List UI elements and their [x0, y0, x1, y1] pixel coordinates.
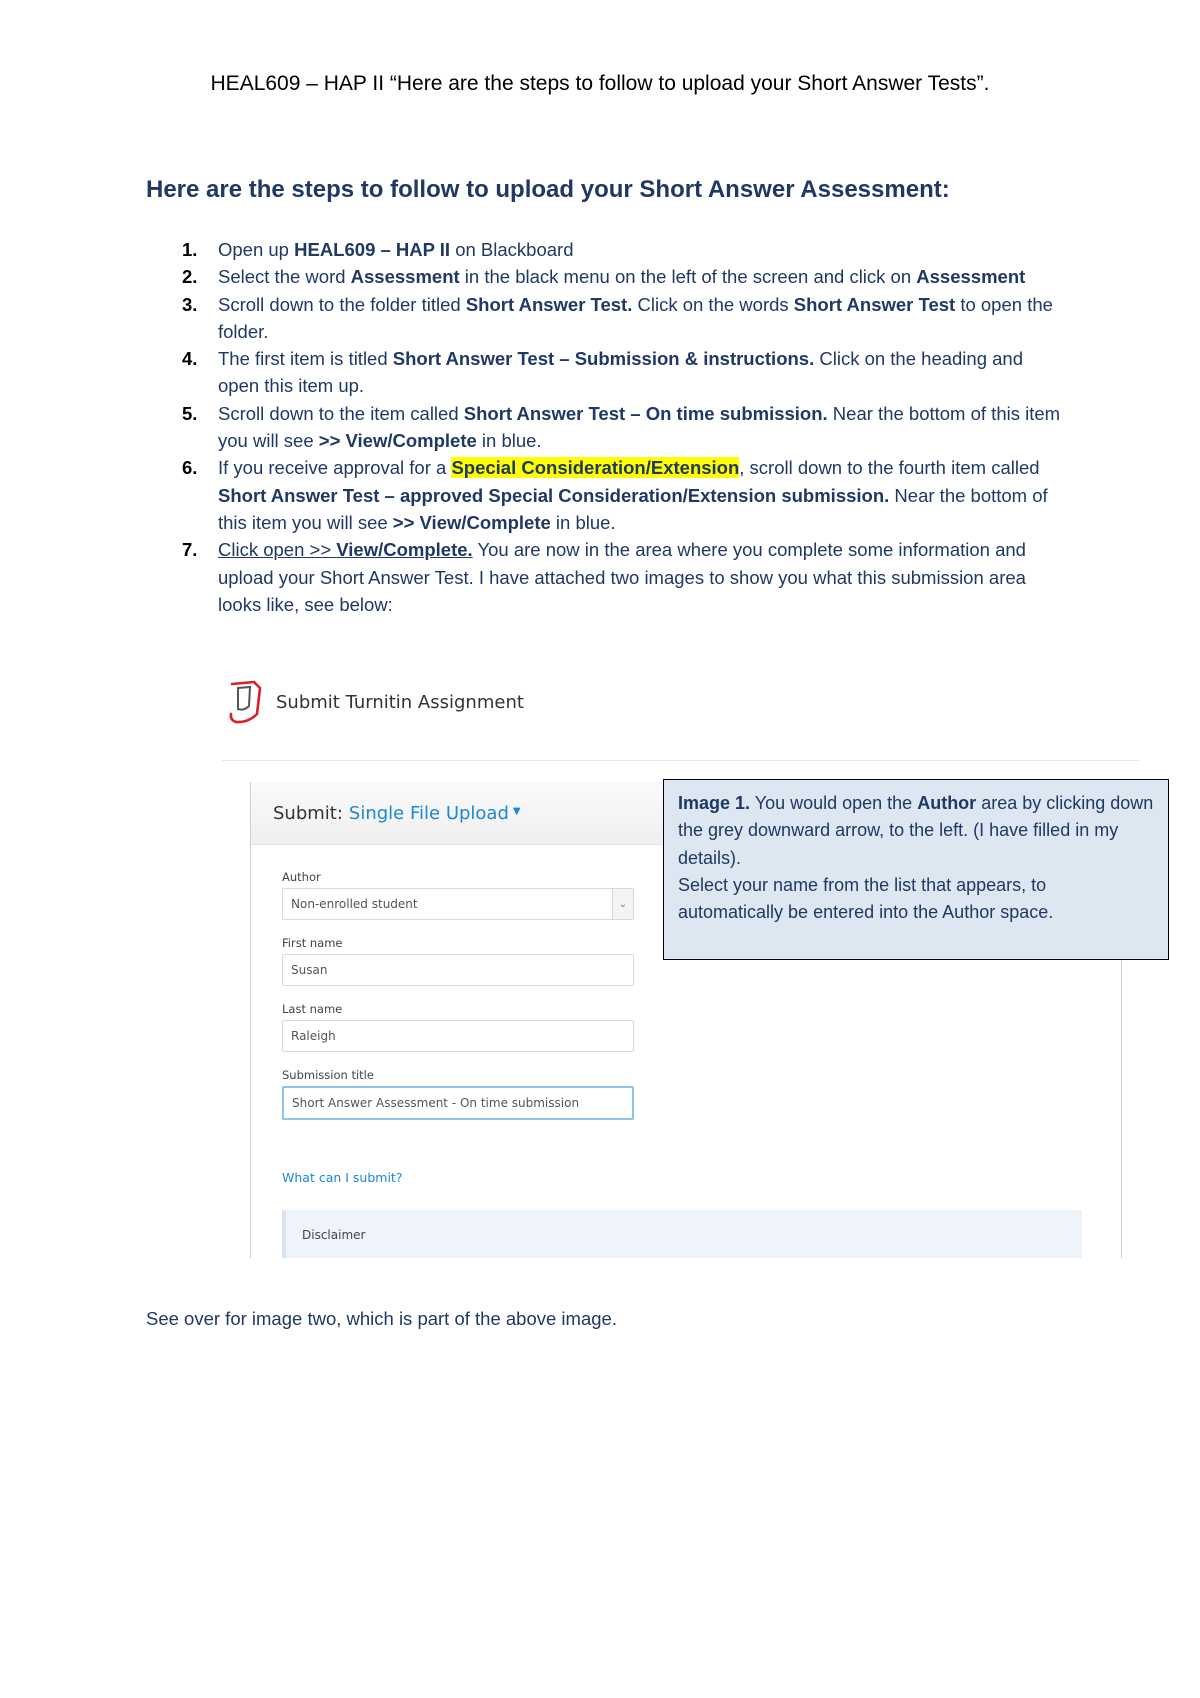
submit-label: Submit:	[273, 802, 343, 824]
list-item: 4. The first item is titled Short Answer Test – Submission & instructions. Click on the heading and open this item up.	[182, 348, 1024, 397]
disclaimer-label: Disclaimer	[302, 1228, 366, 1242]
document-header: HEAL609 – HAP II “Here are the steps to follow to upload your Short Answer Tests”.	[210, 72, 990, 95]
list-item: 7. Click open >> View/Complete. You are now in the area where you complete some information and upload your Short Answer Test. I have attached two images to show you what this submission area looks like, see below:	[182, 539, 1026, 615]
footer-note: See over for image two, which is part of the above image.	[146, 1308, 617, 1329]
caret-down-icon[interactable]: ▼	[512, 805, 521, 817]
list-item: 2. Select the word Assessment in the black menu on the left of the screen and click on Assessment	[182, 266, 1026, 288]
author-label: Author	[282, 870, 321, 884]
list-item: 1. Open up HEAL609 – HAP II on Blackboard	[182, 239, 574, 260]
list-item: 5. Scroll down to the item called Short Answer Test – On time submission. Near the bottom of this item you will see >> View/Complete in blue.	[182, 402, 1061, 452]
upload-type-dropdown[interactable]: Single File Upload	[348, 802, 509, 824]
last-name-field[interactable]: Raleigh	[282, 1020, 634, 1052]
submission-title-field[interactable]: Short Answer Assessment - On time submission	[282, 1086, 634, 1120]
highlighted-text: Special Consideration/Extension	[451, 457, 740, 479]
author-select[interactable]: Non-enrolled student ⌄	[282, 888, 634, 920]
submission-title-label: Submission title	[282, 1068, 374, 1082]
click-open-link[interactable]: Click open >>	[218, 539, 337, 561]
chevron-down-icon[interactable]: ⌄	[612, 889, 633, 919]
turnitin-header	[224, 678, 524, 726]
view-complete-link[interactable]: View/Complete.	[336, 539, 473, 561]
what-can-i-submit-link[interactable]: What can I submit?	[282, 1170, 403, 1185]
steps-list	[146, 236, 1066, 618]
list-item: 6. If you receive approval for a Special Consideration/Extension, scroll down to the fourth item called Short Answer Test – approved Special Consideration/Extension submission. Near the bottom of this item you will see >> View/Complete in blue.	[182, 457, 1048, 533]
submission-form	[282, 870, 634, 1136]
divider	[222, 760, 1140, 761]
first-name-field[interactable]: Susan	[282, 954, 634, 986]
list-item: 3. Scroll down to the folder titled Short Answer Test. Click on the words Short Answer Test to open the folder.	[182, 293, 1053, 342]
turnitin-logo-icon	[224, 678, 268, 726]
first-name-label: First name	[282, 936, 343, 950]
image-1-callout: Image 1. You would open the Author area by clicking down the grey downward arrow, to the left. (I have filled in my details). Select your name from the list that appears, to automatically be entered into the Author space.	[663, 779, 1169, 960]
disclaimer-panel	[282, 1210, 1082, 1258]
last-name-label: Last name	[282, 1002, 343, 1016]
page-title: Here are the steps to follow to upload your Short Answer Assessment:	[146, 176, 950, 203]
turnitin-title: Submit Turnitin Assignment	[276, 691, 524, 713]
